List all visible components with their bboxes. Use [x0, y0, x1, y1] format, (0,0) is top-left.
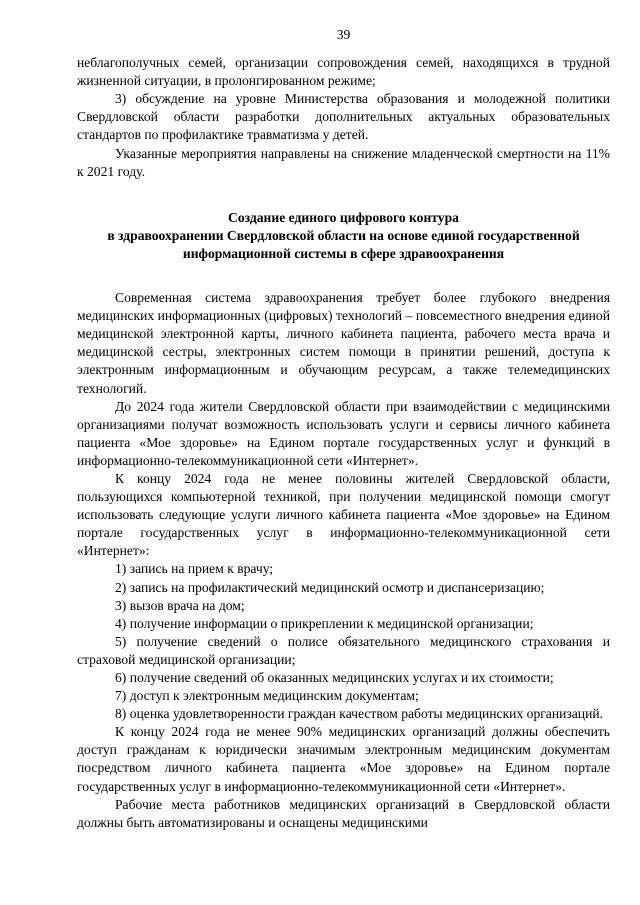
heading-line: информационной системы в сфере здравоохранения [182, 245, 505, 261]
page-number: 39 [336, 27, 351, 42]
paragraph: Рабочие места работников медицинских организаций в Свердловской области должны быть автоматизированы и оснащены медицинскими [77, 796, 610, 830]
heading-line: Создание единого цифрового контура [228, 209, 459, 225]
paragraph: До 2024 года жители Свердловской области при взаимодействии с медицинскими организациями получат возможность использовать услуги и сервисы личного кабинета пациента «Мое здоровье» на Едином портале государственных услуг и функций в информационно-телекоммуникационной сети «Интернет». [77, 398, 610, 468]
list-item: 7) доступ к электронным медицинским документам; [115, 688, 419, 704]
document-page [77, 26, 610, 832]
paragraph: К концу 2024 года не менее половины жителей Свердловской области, пользующихся компьютерной техникой, при получении медицинской помощи смогут использовать следующие услуги личного кабинета пациента «Мое здоровье» на Едином портале государственных услуг в информационно-телекоммуникационной сети «Интернет»: [77, 470, 610, 559]
paragraph: Современная система здравоохранения требует более глубокого внедрения медицинских информационных (цифровых) технологий – повсеместного внедрения единой медицинской электронной карты, личного кабинета пациента, рабочего места врача и медицинской сестры, электронных систем помощи в принятии решений, доступа к электронным информационным и обучающим ресурсам, а также телемедицинских технологий. [77, 290, 610, 396]
paragraph: 3) обсуждение на уровне Министерства образования и молодежной политики Свердловской области разработки дополнительных актуальных образовательных стандартов по профилактике травматизма у детей. [77, 91, 610, 143]
list-item: 5) получение сведений о полисе обязательного медицинского страхования и страховой медицинской организации; [77, 633, 610, 667]
paragraph: неблагополучных семей, организации сопровождения семей, находящихся в трудной жизненной ситуации, в пролонгированном режиме; [77, 55, 610, 89]
paragraph: К концу 2024 года не менее 90% медицинских организаций должны обеспечить доступ гражданам к юридически значимым электронным медицинским документам посредством личного кабинета пациента «Мое здоровье» на Едином портале государственных услуг в информационно-телекоммуникационной сети «Интернет». [77, 724, 610, 794]
paragraph: Указанные мероприятия направлены на снижение младенческой смертности на 11% к 2021 году. [77, 145, 610, 179]
list-item: 1) запись на прием к врачу; [115, 561, 274, 577]
section-heading [77, 209, 610, 263]
list-item: 6) получение сведений об оказанных медицинских услугах и их стоимости; [115, 670, 554, 685]
list-item: 4) получение информации о прикреплении к медицинской организации; [115, 615, 534, 631]
list-item: 3) вызов врача на дом; [115, 597, 245, 613]
list-item: 2) запись на профилактический медицинский осмотр и диспансеризацию; [115, 579, 545, 595]
heading-line: в здравоохранении Свердловской области на основе единой государственной [107, 227, 580, 243]
list-item: 8) оценка удовлетворенности граждан качеством работы медицинских организаций. [115, 706, 604, 722]
